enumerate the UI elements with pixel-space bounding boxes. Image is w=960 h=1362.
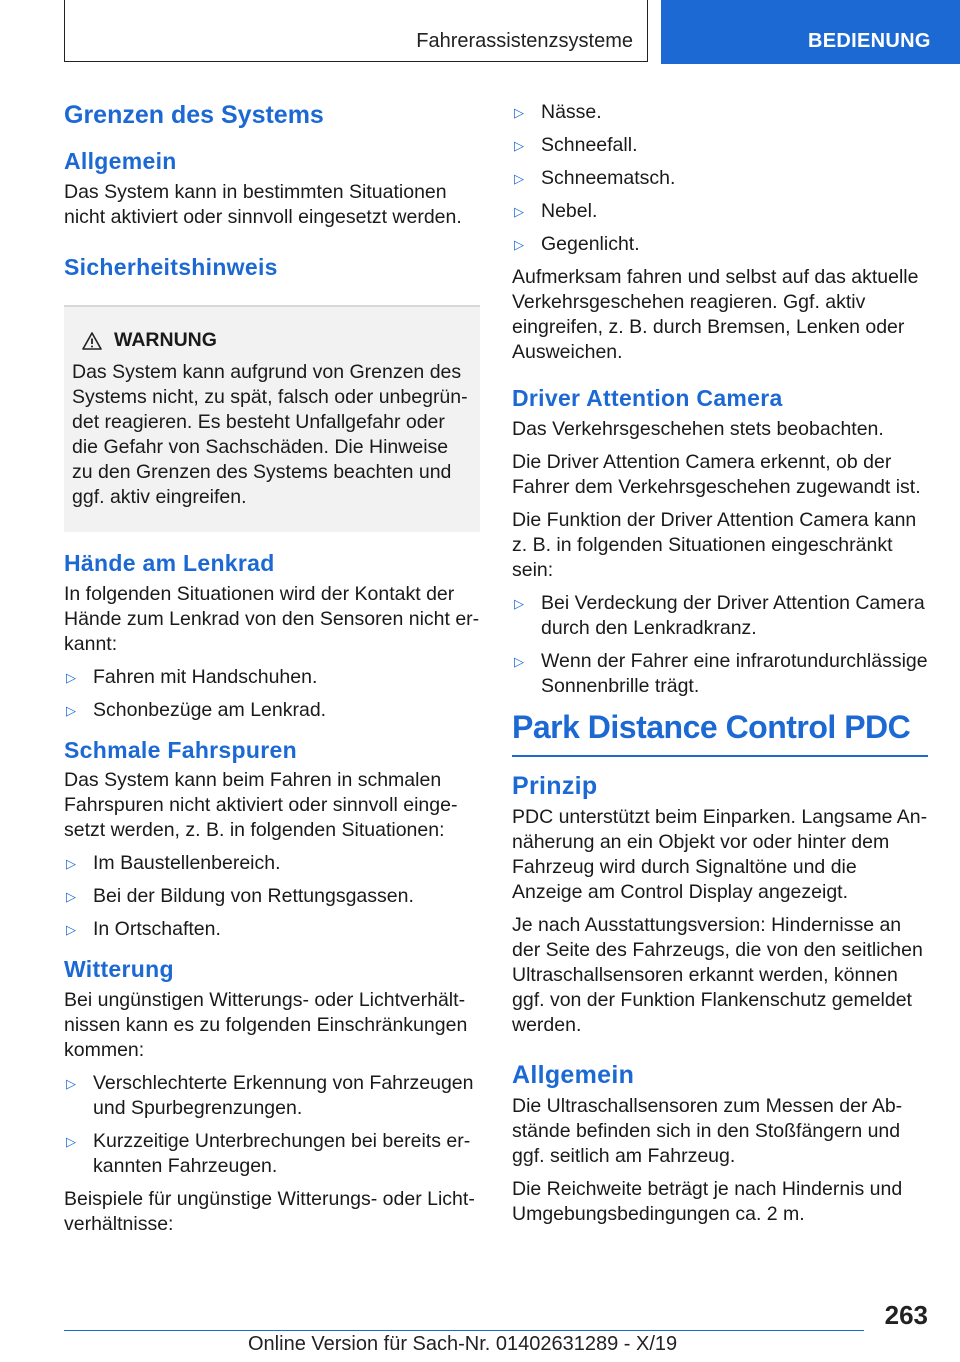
list-weather-examples xyxy=(512,100,928,257)
list-item: ▷ Bei Verdeckung der Driver Attention Camera durch den Lenkradkranz. xyxy=(514,591,925,639)
paragraph-dac-3: Die Funktion der Driver Attention Camera kann z. B. in folgenden Situationen eingeschränkt sein: xyxy=(512,508,917,581)
section-title-grenzen: Grenzen des Systems xyxy=(64,101,324,129)
warning-box xyxy=(64,305,480,532)
bullet-triangle-icon: ▷ xyxy=(66,1075,76,1091)
page-number: 263 xyxy=(884,1300,928,1330)
warning-triangle-icon xyxy=(82,332,102,350)
footer-divider xyxy=(64,1330,864,1331)
header-chapter-tab xyxy=(661,0,960,64)
list-item: ▷ Nässe. xyxy=(514,101,602,123)
list-item: ▷ Im Baustellenbereich. xyxy=(66,852,281,875)
bullet-triangle-icon: ▷ xyxy=(514,653,524,669)
paragraph-prinzip-2: Je nach Ausstattungsversion: Hindernisse an der Seite des Fahrzeugs, die von den seitlichen Ultraschallsensoren erkannt werden, können ggf. von der Funktion Flankenschutz gemeldet werden. xyxy=(512,913,923,1036)
warning-title: WARNUNG xyxy=(114,329,217,352)
list-item: ▷ Fahren mit Handschuhen. xyxy=(66,665,318,688)
bullet-triangle-icon: ▷ xyxy=(514,204,524,219)
heading-allgemein: Allgemein xyxy=(64,148,177,174)
warning-text: Das System kann aufgrund von Grenzen des Systems nicht, zu spät, falsch oder unbegründet reagieren. Es besteht Unfallgefahr oder die Gefahr von Sachschäden. Die Hinweise zu den Grenzen des Systems beachten und ggf. aktiv eingreifen. xyxy=(72,361,468,509)
paragraph-prinzip-1: PDC unterstützt beim Einparken. Langsame Annäherung an ein Objekt vor oder hinter dem Fahrzeug wird durch Signaltöne und die Anzeige am Control Display angezeigt. xyxy=(512,805,928,903)
header-section-title: Fahrerassistenzsysteme xyxy=(416,30,633,52)
bullet-triangle-icon: ▷ xyxy=(514,237,524,252)
bullet-triangle-icon: ▷ xyxy=(514,171,524,186)
list-haende xyxy=(64,665,480,723)
bullet-triangle-icon: ▷ xyxy=(66,669,76,685)
footer-version: Online Version für Sach-Nr. 01402631289 - X/19 xyxy=(248,1333,678,1355)
list-witterung xyxy=(64,1071,480,1179)
heading-schmale-fahrspuren: Schmale Fahrspuren xyxy=(64,736,297,763)
paragraph-haende: In folgenden Situationen wird der Kontakt der Hände zum Lenkrad von den Sensoren nicht erkannt: xyxy=(64,582,480,655)
paragraph-allgemein-pdc-2: Die Reichweite beträgt je nach Hindernis und Umgebungsbedingungen ca. 2 m. xyxy=(512,1177,903,1225)
header-section-box xyxy=(64,0,648,62)
list-item: ▷ Verschlechterte Erkennung von Fahrzeugen und Spurbegrenzungen. xyxy=(66,1071,474,1119)
list-item: ▷ Gegenlicht. xyxy=(514,233,640,255)
list-item: ▷ Kurzzeitige Unterbrechungen bei bereits erkannten Fahrzeugen. xyxy=(66,1129,471,1177)
paragraph-schmal: Das System kann beim Fahren in schmalen Fahrspuren nicht aktiviert oder sinnvoll eingesetzt werden, z. B. in folgenden Situationen: xyxy=(64,769,458,842)
chapter-title-pdc: Park Distance Control PDC xyxy=(512,707,928,757)
bullet-triangle-icon: ▷ xyxy=(66,922,76,938)
bullet-triangle-icon: ▷ xyxy=(514,138,524,153)
list-item: ▷ Schneefall. xyxy=(514,134,638,156)
bullet-triangle-icon: ▷ xyxy=(66,1133,76,1149)
heading-prinzip: Prinzip xyxy=(512,771,598,800)
list-dac xyxy=(512,591,928,699)
heading-allgemein-pdc: Allgemein xyxy=(512,1060,635,1089)
header-chapter-title: BEDIENUNG xyxy=(808,30,931,52)
heading-witterung: Witterung xyxy=(64,956,174,983)
list-schmal xyxy=(64,851,480,942)
bullet-triangle-icon: ▷ xyxy=(66,856,76,872)
list-item: ▷ Bei der Bildung von Rettungsgassen. xyxy=(66,885,414,908)
list-item: ▷ Schonbezüge am Lenkrad. xyxy=(66,698,327,721)
paragraph-allgemein-pdc-1: Die Ultraschallsensoren zum Messen der Abstände befinden sich in den Stoßfängern und ggf. seitlich am Fahrzeug. xyxy=(512,1094,903,1167)
bullet-triangle-icon: ▷ xyxy=(66,889,76,905)
paragraph-witterung-beispiele: Beispiele für ungünstige Witterungs- oder Lichtverhältnisse: xyxy=(64,1187,475,1235)
list-item: ▷ Wenn der Fahrer eine infrarotundurchlässige Sonnenbrille trägt. xyxy=(514,649,928,697)
right-column xyxy=(512,100,928,1235)
heading-driver-attention-camera: Driver Attention Camera xyxy=(512,385,783,411)
paragraph-witterung: Bei ungünstigen Witterungs- oder Lichtverhältnissen kann es zu folgenden Einschränkungen kommen: xyxy=(64,988,468,1061)
heading-sicherheitshinweis: Sicherheitshinweis xyxy=(64,253,278,280)
list-item: ▷ Schneematsch. xyxy=(514,167,676,189)
bullet-triangle-icon: ▷ xyxy=(514,595,524,611)
left-column xyxy=(64,100,480,1245)
paragraph-dac-1: Das Verkehrsgeschehen stets beobachten. xyxy=(512,417,884,440)
bullet-triangle-icon: ▷ xyxy=(514,105,524,120)
bullet-triangle-icon: ▷ xyxy=(66,702,76,718)
heading-haende-am-lenkrad: Hände am Lenkrad xyxy=(64,550,275,577)
list-item: ▷ Nebel. xyxy=(514,200,598,222)
paragraph-dac-2: Die Driver Attention Camera erkennt, ob der Fahrer dem Verkehrsgeschehen zugewandt ist. xyxy=(512,450,921,498)
list-item: ▷ In Ortschaften. xyxy=(66,918,221,941)
paragraph-allgemein: Das System kann in bestimmten Situationen nicht aktiviert oder sinnvoll eingesetzt werden. xyxy=(64,180,462,228)
paragraph-weather-advice: Aufmerksam fahren und selbst auf das aktuelle Verkehrsgeschehen reagieren. Ggf. aktiv eingreifen, z. B. durch Bremsen, Lenken oder Ausweichen. xyxy=(512,266,919,363)
